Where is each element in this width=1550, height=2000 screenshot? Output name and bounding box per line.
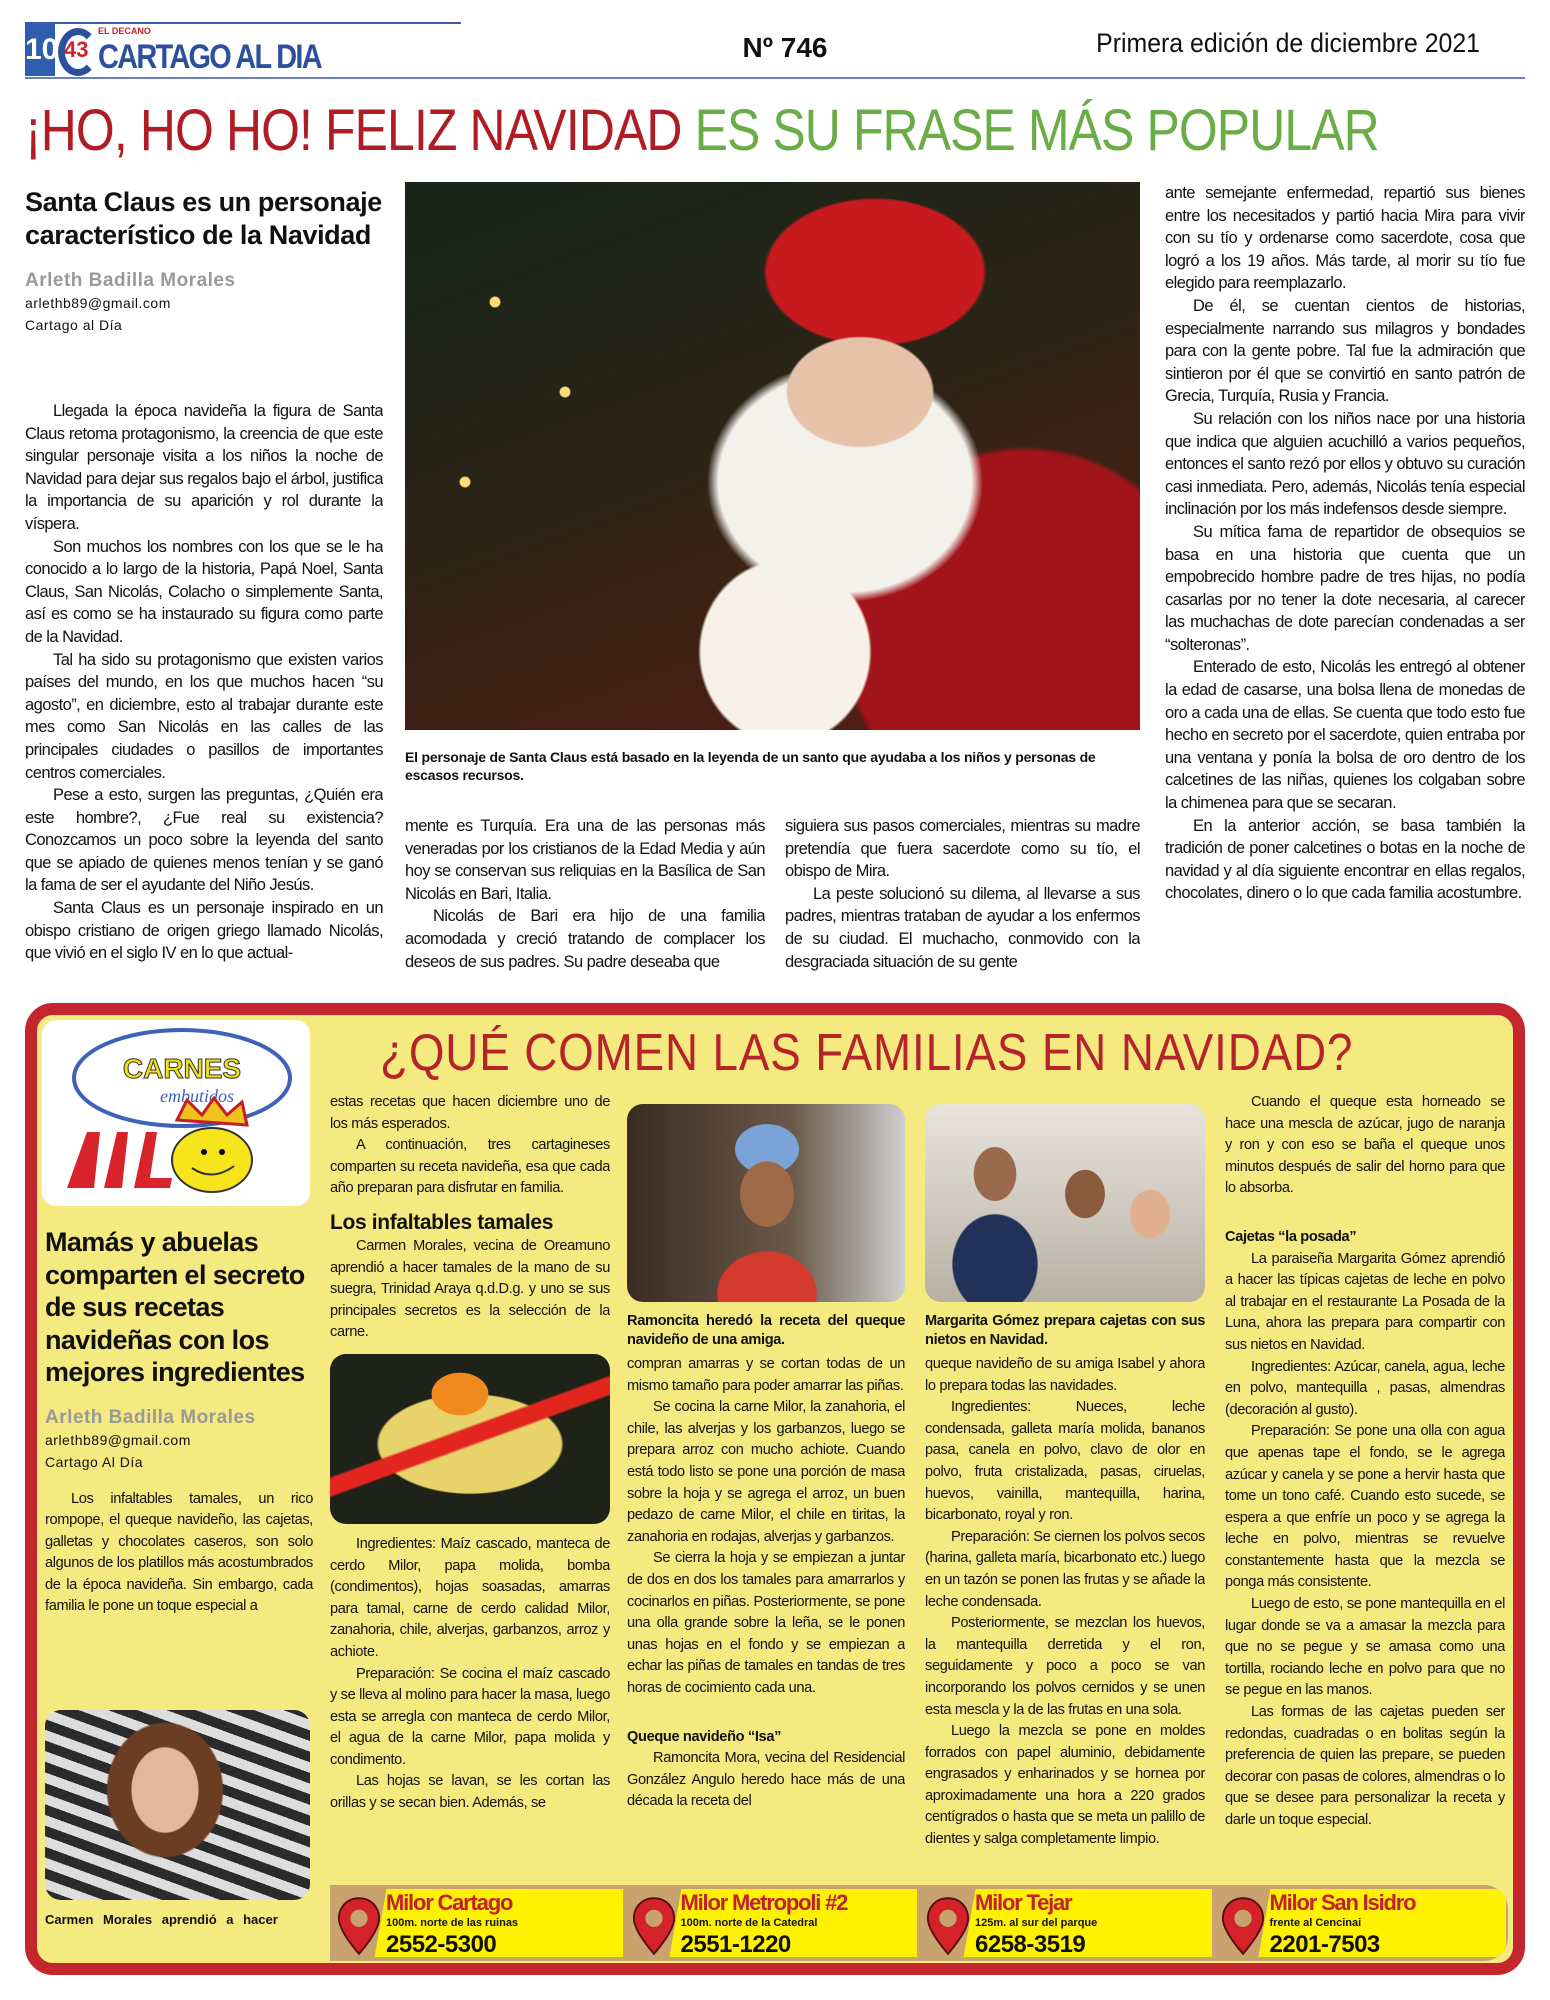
paragraph: Nicolás de Bari era hijo de una familia acomodada y creció tratando de complacer los deseos de sus padres. Su padre deseaba que bbox=[405, 907, 765, 971]
paragraph: Santa Claus es un personaje inspirado en un obispo cristiano de origen griego llamado Nicolás, que vivió en el siglo IV en lo que actual- bbox=[25, 899, 383, 963]
logo-tagline: EL DECANO bbox=[98, 26, 151, 36]
logo-text: CARNES bbox=[122, 1053, 242, 1084]
map-pin-icon bbox=[1220, 1895, 1266, 1957]
article-subhead: Santa Claus es un personaje característico de la Navidad bbox=[25, 187, 382, 250]
carnes-milor-logo bbox=[42, 1020, 310, 1206]
paragraph: Su mítica fama de repartidor de obsequios se basa en una historia que cuenta que un empobrecido hombre padre de tres hijas, no podía casarlas por no tener la dote necesaria, al carecer las muchachas de dote parecían condenadas a ser “solteronas”. bbox=[1165, 522, 1525, 654]
photo-caption: El personaje de Santa Claus está basado en la leyenda de un santo que ayudaba a los niños y personas de escasos recursos. bbox=[405, 749, 1096, 783]
recipes-intro bbox=[45, 1489, 313, 1619]
paragraph: Enterado de esto, Nicolás les entregó al obtener la edad de casarse, una bolsa llena de monedas de oro a cada una de ellas. Se cuenta que todo esto fue hecho en secreto por el sacerdote, quien entraba por una ventana y ponía la bolsa de oro dentro de los calcetines de las niñas, quienes los colgaban sobre la chimenea para que se secaran. bbox=[1165, 658, 1525, 813]
recipes-column-4 bbox=[925, 1094, 1205, 1867]
outlet-name: Cartago Al Día bbox=[45, 1453, 144, 1470]
headline-red: ¡HO, HO HO! FELIZ NAVIDAD bbox=[25, 98, 682, 163]
paragraph: Ingredientes: Azúcar, canela, agua, leche en polvo, mantequilla , pasas, almendras (decoración al gusto). bbox=[1225, 1358, 1505, 1418]
header-divider bbox=[25, 77, 1525, 79]
paragraph: Su relación con los niños nace por una historia que indica que alguien acuchilló a varios pequeños, entonces el santo rezó por ellos y obtuvo su curación casi inmediata. Pero, además, Nicolás tenía especial inclinación por los más indefensos desde siempre. bbox=[1165, 409, 1525, 519]
paragraph: Son muchos los nombres con los que se le ha conocido a lo largo de la historia, Papá Noel, Santa Claus, San Nicolás, Colacho o simplemente Santa, así es como se ha instaurado su figura como parte de la Navidad. bbox=[25, 537, 383, 646]
subsection-heading: Los infaltables tamales bbox=[330, 1210, 554, 1234]
spacer bbox=[1225, 1200, 1505, 1221]
store-phone: 2551-1220 bbox=[680, 1931, 791, 1957]
logo-subtext: embutidos bbox=[160, 1086, 234, 1106]
store-name: Milor Cartago bbox=[386, 1890, 513, 1915]
paragraph: La paraiseña Margarita Gómez aprendió a hacer las típicas cajetas de leche en polvo al trabajar en el restaurante La Posada de la Luna, ahora las prepara para compartir con sus nietos en Navidad. bbox=[1225, 1250, 1505, 1353]
photo-caption: Carmen Morales aprendió a hacer bbox=[45, 1912, 278, 1927]
paragraph: siguiera sus pasos comerciales, mientras su madre pretendía que fuera sacerdote como su tío, el obispo de Mira. bbox=[785, 817, 1140, 881]
spacer bbox=[627, 1700, 905, 1721]
article-column-2 bbox=[405, 815, 765, 977]
article-byline bbox=[25, 270, 383, 336]
paragraph: A continuación, tres cartagineses comparten su receta navideña, esa que cada año preparan para disfrutar en familia. bbox=[330, 1137, 610, 1197]
paragraph: queque navideño de su amiga Isabel y ahora lo prepara todas las navidades. bbox=[925, 1356, 1205, 1394]
store-name: Milor Metropoli #2 bbox=[680, 1890, 848, 1915]
store-address: 100m. norte de las ruinas bbox=[386, 1917, 519, 1929]
article-column-3 bbox=[785, 815, 1140, 977]
tamal-photo bbox=[330, 1354, 610, 1524]
subsection-heading: Cajetas “la posada” bbox=[1225, 1228, 1357, 1245]
paragraph: Las formas de las cajetas pueden ser redondas, cuadradas o en bolitas según la preferencia de quien las prepare, se pueden decorar con pasas de colores, almendras o lo que se desee para personalizar la receta y darle un toque especial. bbox=[1225, 1704, 1505, 1828]
paragraph: Los infaltables tamales, un rico rompope, el queque navideño, las cajetas, galletas y chocolates caseros, son solo algunos de los platillos más acostumbrados de la época navideña. Sin embargo, cada familia le pone un toque especial a bbox=[45, 1490, 313, 1615]
section-heading: ¿QUÉ COMEN LAS FAMILIAS EN NAVIDAD? bbox=[380, 1024, 1354, 1082]
photo-caption: Ramoncita heredó la receta del queque navideño de una amiga. bbox=[627, 1313, 905, 1348]
recipes-lead bbox=[45, 1226, 313, 1618]
author-name: Arleth Badilla Morales bbox=[45, 1406, 256, 1428]
map-pin-icon bbox=[631, 1895, 677, 1957]
paragraph: Luego la mezcla se pone en moldes forrados con papel aluminio, debidamente engrasados y enharinados y se hornea por aproximadamente una hora a 220 grados centígrados o hasta que se meta un palillo de dientes y salga completamente limpio. bbox=[925, 1723, 1205, 1848]
author-email: arlethb89@gmail.com bbox=[25, 295, 171, 311]
paragraph: Luego de esto, se pone mantequilla en el lugar donde se va a amasar la mezcla para que no se pegue y se amasa como una tortilla, rociando leche en polvo para que no se pegue en las manos. bbox=[1225, 1596, 1505, 1699]
store-ad bbox=[332, 1889, 623, 1957]
header-rule bbox=[25, 22, 461, 24]
map-pin-icon bbox=[336, 1895, 382, 1957]
paragraph: La peste solucionó su dilema, al llevarse a sus padres, mientras trataban de ayudar a los enfermos de su ciudad. El muchacho, conmovido con la desgraciada situación de su gente bbox=[785, 884, 1140, 971]
author-name: Arleth Badilla Morales bbox=[25, 270, 236, 291]
carmen-morales-photo bbox=[45, 1710, 310, 1900]
store-ad bbox=[1216, 1889, 1507, 1957]
page-headline bbox=[25, 96, 1379, 166]
recipes-column-5 bbox=[1225, 1092, 1505, 1867]
store-address: 125m. al sur del parque bbox=[975, 1917, 1098, 1929]
milor-stores-ad bbox=[330, 1885, 1508, 1961]
store-ad bbox=[921, 1889, 1212, 1957]
paragraph: Las hojas se lavan, se les cortan las orillas y se secan bien. Además, se bbox=[330, 1773, 610, 1812]
store-address: frente al Cencinai bbox=[1269, 1917, 1362, 1929]
paragraph: Ingredientes: Nueces, leche condensada, galleta maría molida, bananos pasa, canela en polvo, clavo de olor en polvo, fruta cristalizada, pasas, ciruelas, huevos, vainilla, mantequilla, harina, bicarbonato, royal y ron. bbox=[925, 1399, 1205, 1524]
paragraph: Posteriormente, se mezclan los huevos, la mantequilla derretida y el ron, seguidamente y poco a poco se van incorporando los polvos cernidos y se unen esta mescla y la de las frutas en una sola. bbox=[925, 1615, 1205, 1718]
photo-caption: Margarita Gómez prepara cajetas con sus nietos en Navidad. bbox=[925, 1313, 1205, 1348]
store-name: Milor Tejar bbox=[975, 1890, 1072, 1915]
paragraph: Preparación: Se ciernen los polvos secos (harina, galleta maría, bicarbonato etc.) luego en un tazón se ponen las frutas y se añade la leche condensada. bbox=[925, 1528, 1205, 1610]
author-email: arlethb89@gmail.com bbox=[45, 1431, 191, 1448]
article-column-4 bbox=[1165, 182, 1525, 977]
paragraph: Preparación: Se cocina el maíz cascado y se lleva al molino para hacer la masa, luego esta se arregla con manteca de cerdo Milor, el agua de la carne Milor, papa molida y condimento. bbox=[330, 1665, 610, 1768]
santa-claus-photo bbox=[405, 182, 1140, 730]
store-phone: 2201-7503 bbox=[1269, 1931, 1380, 1957]
paragraph: Se cocina la carne Milor, la zanahoria, el chile, las alverjas y los garbanzos, luego se prepara arroz con mucho achiote. Cuando está todo listo se pone una porción de masa sobre la hoja y se agrega el arroz, un buen pedazo de carne Milor, el chile en tiritas, la zanahoria en rodajas, alverjas y garbanzos. bbox=[627, 1399, 905, 1545]
store-address: 100m. norte de la Catedral bbox=[680, 1917, 818, 1929]
store-ad bbox=[627, 1889, 918, 1957]
paragraph: Tal ha sido su protagonismo que existen varios países del mundo, en los que muchos hacen “su agosto”, en diciembre, esto al trabajar durante este mes como San Nicolás en las calles de las principales ciudades o pasillos de importantes centros comerciales. bbox=[25, 650, 383, 782]
recipes-column-3 bbox=[627, 1094, 905, 1867]
paragraph: mente es Turquía. Era una de las personas más veneradas por los cristianos de la Edad Media y aún hoy se conservan sus reliquias en la Basílica de San Nicolás en Bari, Italia. bbox=[405, 817, 765, 903]
store-name: Milor San Isidro bbox=[1269, 1890, 1416, 1915]
paragraph: Pese a esto, surgen las preguntas, ¿Quién era este hombre?, ¿Fue real su existencia? Conozcamos un poco sobre la leyenda del santo que se apiado de quienes menos tenían y se ganó la fama de ser el ayudante del Niño Jesús. bbox=[25, 786, 383, 895]
page-number: 10 bbox=[25, 24, 55, 76]
article-header bbox=[25, 186, 383, 336]
paragraph: Cuando el queque esta horneado se hace una mescla de azúcar, jugo de naranja y ron y con eso se baña el queque unos minutos después de salir del horno para que lo absorba. bbox=[1225, 1094, 1505, 1197]
article-column-1 bbox=[25, 400, 383, 975]
outlet-name: Cartago al Día bbox=[25, 317, 123, 333]
store-phone: 2552-5300 bbox=[386, 1931, 497, 1957]
recipes-column-2 bbox=[330, 1092, 610, 1867]
store-phone: 6258-3519 bbox=[975, 1931, 1086, 1957]
recipes-title: Mamás y abuelas comparten el secreto de sus recetas navideñas con los mejores ingredientes bbox=[45, 1227, 305, 1387]
paragraph: Carmen Morales, vecina de Oreamuno aprendió a hacer tamales de la mano de su suegra, Trinidad Araya q.d.D.g. y uno se sus principales secretos es la selección de la carne. bbox=[330, 1237, 610, 1341]
paragraph: estas recetas que hacen diciembre uno de los más esperados. bbox=[330, 1094, 610, 1132]
logo-number: 43 bbox=[64, 37, 89, 62]
newspaper-logo bbox=[58, 26, 321, 76]
paragraph: Preparación: Se pone una olla con agua que apenas tape el fondo, se le agrega azúcar y canela y se pone a hervir hasta que tome un tono café. Cuando esto sucede, se espera a que enfríe un poco y se agrega la leche en polvo, mientras se revuelve constantemente hasta que la mezcla se ponga más consistente. bbox=[1225, 1423, 1505, 1591]
recipes-byline bbox=[45, 1407, 313, 1473]
paragraph: Ingredientes: Maíz cascado, manteca de cerdo Milor, papa molida, bomba (condimentos), hojas soasadas, amarras para tamal, carne de cerdo calidad Milor, zanahoria, chile, alverjas, garbanzos, arroz y achiote. bbox=[330, 1535, 610, 1660]
paragraph: compran amarras y se cortan todas de un mismo tamaño para poder amarrar las piñas. bbox=[627, 1356, 905, 1394]
paragraph: Ramoncita Mora, vecina del Residencial González Angulo heredo hace más de una década la receta del bbox=[627, 1750, 905, 1810]
paragraph: En la anterior acción, se basa también la tradición de poner calcetines o botas en la noche de navidad y al día siguiente encontrar en ellas regalos, chocolates, dinero o lo que cada familia acostumbre. bbox=[1165, 816, 1525, 903]
map-pin-icon bbox=[925, 1895, 971, 1957]
margarita-photo bbox=[925, 1104, 1205, 1302]
issue-number: Nº 746 bbox=[742, 32, 828, 63]
headline-green: ES SU FRASE MÁS POPULAR bbox=[694, 98, 1379, 163]
paragraph: ante semejante enfermedad, repartió sus bienes entre los necesitados y partió hacia Mira para vivir con su tío y ordenarse como sacerdote, cosa que logró a los 19 años. Más tarde, al morir su tío fue elegido para reemplazarlo. bbox=[1165, 184, 1525, 293]
ramoncita-photo bbox=[627, 1104, 905, 1302]
logo-name: CARTAGO AL DIA bbox=[98, 38, 321, 76]
paragraph: Llegada la época navideña la figura de Santa Claus retoma protagonismo, la creencia de que este singular personaje visita a los niños la noche de Navidad para dejar sus regalos bajo el árbol, justifica la importancia de su aparición y rol durante la víspera. bbox=[25, 402, 383, 533]
paragraph: De él, se cuentan cientos de historias, especialmente narrando sus milagros y bondades para con la gente pobre. Tal fue la admiración que sintieron por él que se convirtió en santo patrón de Grecia, Turquía, Rusia y Francia. bbox=[1165, 296, 1525, 406]
paragraph: Se cierra la hoja y se empiezan a juntar de dos en dos los tamales para amarrarlos y cocinarlos en piñas. Posteriormente, se pone una olla grande sobre la leña, se le ponen unas hojas en el fondo y se empiezan a echar las piñas de tamales en tandas de tres horas de cocimiento cada una. bbox=[627, 1550, 905, 1696]
edition-date: Primera edición de diciembre 2021 bbox=[1096, 28, 1480, 58]
subsection-heading: Queque navideño “Isa” bbox=[627, 1728, 782, 1745]
